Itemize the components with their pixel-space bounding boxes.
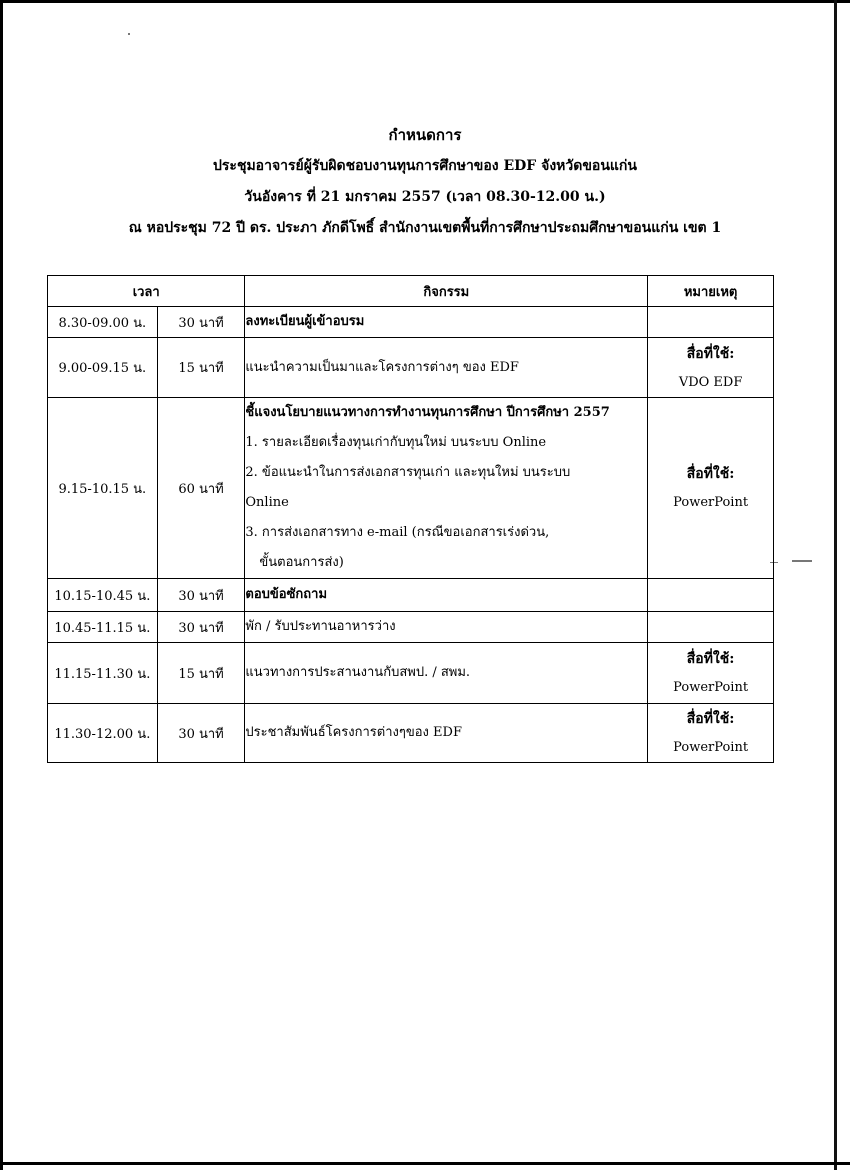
scan-speck xyxy=(128,33,130,35)
table-row xyxy=(48,307,774,338)
duration-cell: 15 นาที xyxy=(157,643,245,704)
activity-line: Online xyxy=(245,495,289,510)
time-cell: 11.15-11.30 น. xyxy=(48,643,158,704)
meeting-title: ประชุมอาจารย์ผู้รับผิดชอบงานทุนการศึกษาของ EDF จังหวัดขอนแก่น xyxy=(213,158,637,174)
time-cell: 9.15-10.15 น. xyxy=(48,398,158,579)
time-cell: 10.45-11.15 น. xyxy=(48,612,158,643)
duration-cell: 15 นาที xyxy=(157,338,245,398)
activity-line: ประชาสัมพันธ์โครงการต่างๆของ EDF xyxy=(245,725,462,740)
table-row xyxy=(48,338,774,398)
meeting-date: วันอังคาร ที่ 21 มกราคม 2557 (เวลา 08.30-12.00 น.) xyxy=(244,189,606,205)
duration-cell: 30 นาที xyxy=(157,612,245,643)
activity-line: ลงทะเบียนผู้เข้าอบรม xyxy=(245,314,365,329)
time-cell: 9.00-09.15 น. xyxy=(48,338,158,398)
note-label: สื่อที่ใช้: xyxy=(686,711,735,727)
note-value: VDO EDF xyxy=(678,374,743,390)
activity-cell xyxy=(245,307,648,338)
table-row xyxy=(48,612,774,643)
activity-cell xyxy=(245,612,648,643)
table-row xyxy=(48,704,774,763)
activity-line: แนะนำความเป็นมาและโครงการต่างๆ ของ EDF xyxy=(245,359,519,375)
scan-edge-bottom xyxy=(0,1162,850,1165)
table-header-row xyxy=(48,276,774,307)
time-cell: 10.15-10.45 น. xyxy=(48,579,158,612)
note-value: PowerPoint xyxy=(673,680,749,695)
note-value: PowerPoint xyxy=(673,495,749,510)
note-cell xyxy=(648,579,774,612)
note-cell xyxy=(648,398,774,579)
duration-cell: 60 นาที xyxy=(157,398,245,579)
activity-line: 1. รายละเอียดเรื่องทุนเก่ากับทุนใหม่ บนระบบ Online xyxy=(245,435,547,450)
table-row xyxy=(48,643,774,704)
activity-line: ขั้นตอนการส่ง) xyxy=(259,555,344,570)
activity-line: พัก / รับประทานอาหารว่าง xyxy=(245,619,396,634)
scan-edge-top xyxy=(0,0,850,3)
activity-cell xyxy=(245,398,648,579)
activity-line: ชี้แจงนโยบายแนวทางการทำงานทุนการศึกษา ปีการศึกษา 2557 xyxy=(245,405,610,420)
note-cell xyxy=(648,612,774,643)
duration-cell: 30 นาที xyxy=(157,579,245,612)
activity-line: ตอบข้อซักถาม xyxy=(245,587,328,602)
note-label: สื่อที่ใช้: xyxy=(686,345,735,362)
table-row xyxy=(48,398,774,579)
document-header xyxy=(0,120,850,244)
note-label: สื่อที่ใช้: xyxy=(686,466,735,482)
activity-cell xyxy=(245,579,648,612)
header-time: เวลา xyxy=(48,276,245,307)
table-row xyxy=(48,579,774,612)
note-cell xyxy=(648,643,774,704)
duration-cell: 30 นาที xyxy=(157,704,245,763)
schedule-table xyxy=(47,275,774,763)
time-cell: 8.30-09.00 น. xyxy=(48,307,158,338)
note-value: PowerPoint xyxy=(673,740,749,755)
note-label: สื่อที่ใช้: xyxy=(686,651,735,667)
activity-line: 3. การส่งเอกสารทาง e-mail (กรณีขอเอกสารเร่งด่วน, xyxy=(245,525,550,540)
activity-cell xyxy=(245,643,648,704)
activity-cell xyxy=(245,704,648,763)
note-cell xyxy=(648,338,774,398)
scan-speck xyxy=(792,560,812,562)
activity-cell xyxy=(245,338,648,398)
duration-cell: 30 นาที xyxy=(157,307,245,338)
activity-line: แนวทางการประสานงานกับสพป. / สพม. xyxy=(245,665,471,680)
meeting-venue: ณ หอประชุม 72 ปี ดร. ประภา ภักดีโพธิ์ สำนักงานเขตพื้นที่การศึกษาประถมศึกษาขอนแก่น เขต 1 xyxy=(128,220,722,236)
note-cell xyxy=(648,307,774,338)
header-note: หมายเหตุ xyxy=(648,276,774,307)
header-activity: กิจกรรม xyxy=(245,276,648,307)
document-title: กำหนดการ xyxy=(388,126,462,144)
activity-line: 2. ข้อแนะนำในการส่งเอกสารทุนเก่า และทุนใหม่ บนระบบ xyxy=(245,465,571,480)
note-cell xyxy=(648,704,774,763)
time-cell: 11.30-12.00 น. xyxy=(48,704,158,763)
